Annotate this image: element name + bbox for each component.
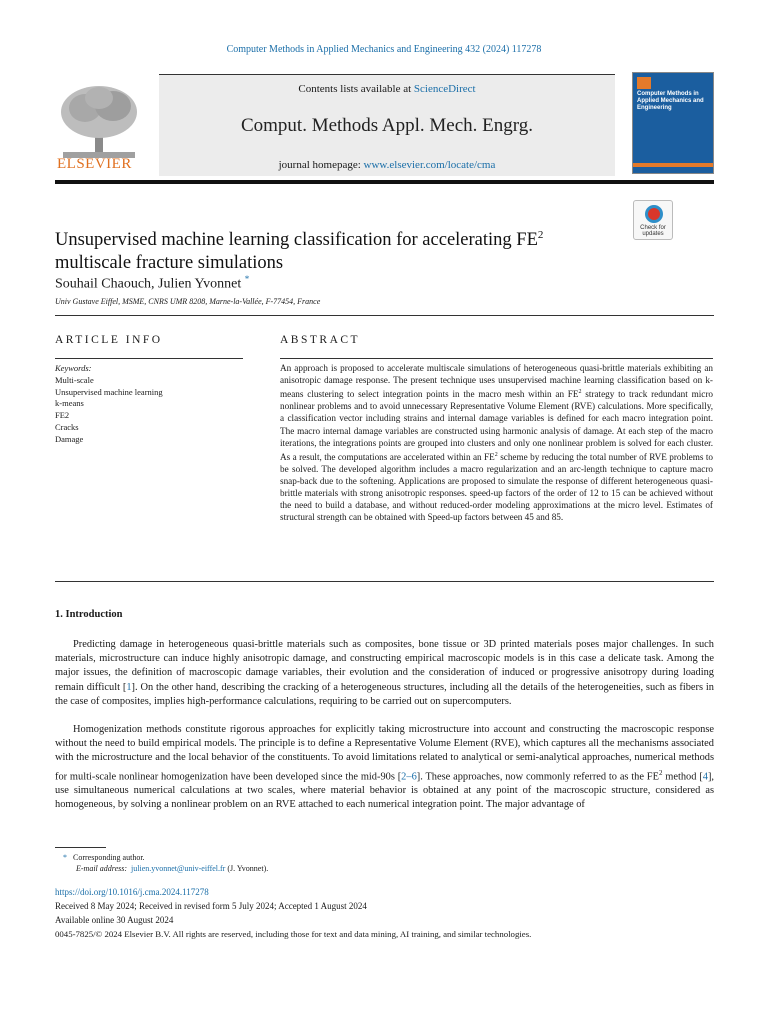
intro-paragraph-1: [55, 638, 714, 709]
crossmark-icon: [645, 205, 663, 223]
para-text: method [: [662, 771, 703, 783]
footnote-email: [76, 864, 268, 874]
footnote-corresponding: [63, 853, 145, 863]
keyword-item: FE2: [55, 410, 70, 421]
intro-paragraph-2: [55, 723, 714, 813]
keyword-item: Cracks: [55, 421, 79, 432]
footnote-divider: [55, 847, 106, 848]
masthead: [55, 72, 714, 184]
sciencedirect-link[interactable]: ScienceDirect: [413, 83, 476, 95]
email-link[interactable]: julien.yvonnet@univ-eiffel.fr: [131, 864, 226, 873]
authors-text: Souhail Chaouch, Julien Yvonnet: [55, 276, 242, 292]
author-list: [55, 274, 249, 293]
journal-banner: [159, 74, 615, 176]
contents-line: [159, 83, 615, 95]
title-text: Unsupervised machine learning classification for accelerating FE: [55, 230, 538, 251]
doi-link[interactable]: https://doi.org/10.1016/j.cma.2024.117278: [55, 887, 209, 897]
keyword-item: Damage: [55, 433, 84, 444]
para-text: Homogenization methods constitute rigorous approaches for explicitly taking microstructure into account and constructing the macroscopic response without the need to build empirical models. The principle is to define a Representative Volume Element (RVE), which captures all the mechanisms associated with the microstructure and the local behavior of the constituents. To avoid limitations related to analytical or semi-analytical approaches, numerical methods for multi-scale nonlinear homogenization have been developed since the mid-90s [: [55, 724, 714, 783]
journal-reference-link[interactable]: Computer Methods in Applied Mechanics and Engineering 432 (2024) 117278: [226, 44, 542, 55]
citation-link[interactable]: 4: [702, 771, 708, 783]
article-dates: [55, 900, 367, 927]
elsevier-wordmark: ELSEVIER: [57, 156, 132, 172]
crossmark-label: Check for updates: [640, 225, 666, 237]
cover-logo: [637, 77, 651, 89]
homepage-line: [159, 159, 615, 171]
footnote-mark: *: [63, 853, 67, 862]
citation-link[interactable]: 1: [126, 681, 132, 693]
email-label: E-mail address:: [76, 864, 128, 873]
journal-cover-thumbnail[interactable]: [632, 72, 714, 174]
abstract-part: strategy to track redundant micro nonlinear problems and to avoid unnecessary Representative Volume Element (RVE) calculations. More specifically, a classification vector including strains and internal damage variables is defined for each macro integration point. The macro internal damage variables are constructed using harmonic analysis of damage. At each step of the macro iterations, the integrations points are grouped into clusters and only one nonlinear problem is solved for each cluster. As a result, the computations are accelerated within an FE: [280, 389, 713, 462]
affiliation: Univ Gustave Eiffel, MSME, CNRS UMR 8208, Marne-la-Vallée, F-77454, France: [55, 297, 321, 306]
para-text: Predicting damage in heterogeneous quasi-brittle materials such as composites, bone tissue or 3D printed materials poses major challenges. In such materials, microstructure can induce highly anisotropic damage, and constructing empirical macroscopic models is in this case a delicate task. Among the major issues, the definition of macroscopic damage variables, their evolution and the consideration of induced or progressive anisotropy during loading remain difficult [: [55, 639, 714, 693]
abstract-part: scheme by reducing the total number of RVE problems to be solved. The developed algorithm includes a macro regularization and an arc-length technique to capture macro snap-back due to the softening. Applications are proposed to simulate the response of different heterogeneous quasi-brittle materials with strong anisotropic responses. speed-up factors of the order of 12 to 15 can be achieved without the need to build a database, and without reduced-order modeling approximations at the micro level. Estimates of structural strength can be obtained with Speed-up factors between 45 and 85.: [280, 451, 713, 523]
para-text: ]. These approaches, now commonly referred to as the FE: [416, 771, 659, 783]
check-for-updates-button[interactable]: [633, 200, 673, 240]
homepage-prefix: journal homepage:: [278, 159, 364, 171]
divider: [280, 358, 713, 359]
corresponding-author-mark[interactable]: *: [244, 274, 250, 284]
abstract-sup: 2: [578, 389, 582, 396]
article-info-heading: ARTICLE INFO: [55, 334, 163, 346]
abstract-heading: ABSTRACT: [280, 334, 361, 346]
para-sup: 2: [658, 768, 663, 777]
email-suffix: (J. Yvonnet).: [225, 864, 269, 873]
citation-link[interactable]: 2–6: [401, 771, 417, 783]
copyright-notice: 0045-7825/© 2024 Elsevier B.V. All rights are reserved, including those for text and data mining, AI training, and similar technologies.: [55, 929, 532, 939]
section-heading-introduction: 1. Introduction: [55, 609, 123, 620]
cover-title: Computer Methods in Applied Mechanics and Engineering: [637, 91, 704, 111]
footnote-text: Corresponding author.: [73, 853, 145, 862]
available-online: Available online 30 August 2024: [55, 914, 174, 925]
abstract-part: An approach is proposed to accelerate multiscale simulations of heterogeneous quasi-brittle materials exhibiting an anisotropic damage response. The present technique uses unsupervised machine learning classification based on k-means clustering to select integration points in the macro mesh within an FE: [280, 363, 713, 400]
keyword-item: Unsupervised machine learning: [55, 386, 163, 397]
keyword-item: Multi-scale: [55, 374, 94, 385]
cover-band: [633, 163, 713, 167]
para-text: ]. On the other hand, describing the cracking of a heterogeneous structures, including all the details of the heterogeneities, such as fibers in the case of composites, implies high-performance calculations, requiring to be carried out on supercomputers.: [55, 681, 714, 707]
contents-prefix: Contents lists available at: [298, 83, 414, 95]
article-title: [55, 224, 625, 275]
keywords-label: Keywords:: [55, 363, 92, 373]
received-dates: Received 8 May 2024; Received in revised form 5 July 2024; Accepted 1 August 2024: [55, 901, 367, 911]
title-line2: multiscale fracture simulations: [55, 253, 284, 274]
divider: [55, 581, 714, 582]
keywords-block: [55, 363, 163, 446]
header-divider: [55, 180, 714, 184]
abstract-text: [280, 362, 713, 523]
journal-homepage-link[interactable]: www.elsevier.com/locate/cma: [363, 159, 496, 171]
divider: [55, 358, 243, 359]
para-text: ], use simultaneous numerical calculations at two scales, where material behavior is obtained at any point of the macroscopic structure, considered as homogeneous, by solving a nonlinear problem on an RVE attached to each numerical integration point. The major advantage of: [55, 771, 714, 811]
divider: [55, 315, 714, 316]
abstract-sup: 2: [494, 451, 498, 458]
journal-title: Comput. Methods Appl. Mech. Engrg.: [240, 115, 534, 136]
title-superscript: 2: [537, 229, 544, 241]
keyword-item: k-means: [55, 398, 84, 409]
